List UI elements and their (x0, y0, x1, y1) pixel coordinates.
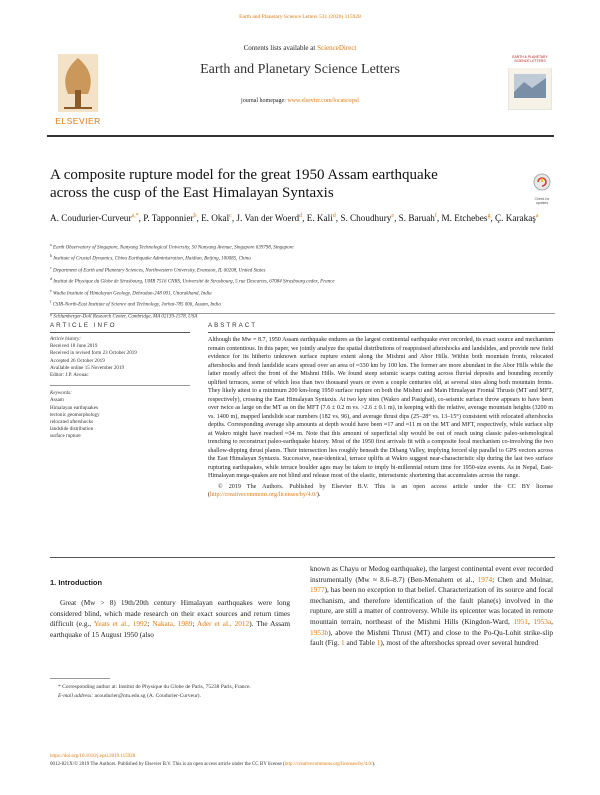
keyword: Assam (50, 397, 64, 404)
citation-link[interactable]: 1953b (310, 627, 329, 637)
sciencedirect-link[interactable]: ScienceDirect (317, 44, 357, 52)
elsevier-logo (50, 50, 106, 132)
elsevier-wordmark: ELSEVIER (55, 116, 101, 126)
author[interactable]: P. Tapponnier$^b$ (143, 213, 197, 224)
affiliation: Schlumberger-Doll Research Center, Cambridge, MA 02139-1578, USA (53, 314, 198, 320)
keyword: Himalayan earthquakes (50, 404, 98, 411)
affiliation: $^d$ Institut de Physique du Globe de Strasbourg, UMR 7516 CNRS, Université de Strasbourg, 5 rue Descartes, 67084 Strasbourg cedex, France (50, 276, 335, 286)
journal-title: Earth and Planetary Science Letters (200, 62, 400, 77)
citation-link[interactable]: Ader et al., 2012 (196, 619, 250, 629)
affiliation: $^a$ Earth Observatory of Singapore, Nanyang Technological University, 50 Nanyang Avenue, Singapore 639798, Singapore (50, 242, 294, 251)
author[interactable]: Ç. Karakaş$^a$ (495, 213, 539, 224)
footer-license: 0012-821X/© 2019 The Authors. Published by Elsevier B.V. This is an open access article under the CC BY license (http://creativecommons.org/licenses/by/4.0/). (50, 761, 376, 767)
affiliation: $^e$ Wadia Institute of Himalayan Geology, Dehradun-248 001, Uttarakhand, India (50, 287, 212, 297)
check-updates-label: Check for updates (534, 197, 550, 205)
cover-title: EARTH & PLANETARY SCIENCE LETTERS (512, 55, 548, 63)
affiliation: $^f$ CSIR-North-East Institute of Science and Technology, Jorhat-785 006, Assam, India (50, 299, 221, 308)
history-item: Received in revised form 23 October 2019 (50, 350, 137, 357)
doi-link[interactable]: https://doi.org/10.1016/j.epsl.2019.115928 (50, 754, 136, 759)
citation-link[interactable]: 1953a (533, 616, 552, 626)
journal-header (47, 40, 554, 135)
contents-prefix: Contents lists available at (243, 44, 318, 52)
abstract-heading: ABSTRACT (208, 322, 258, 329)
divider (50, 557, 555, 558)
article-info (50, 336, 190, 441)
abstract-text: Although the Mw = 8.7, 1950 Assam earthquake endures as the largest continental earthquake ever recorded, its exact source and mechanism remain contentious. In this paper, we jointly analyze the spatial distributions of reappraised aftershocks and landslides, and provide new field evidence for its hitherto unknown surface rupture extent along the Mishmi and Abor Hills. Within both mountain fronts, relocated aftershocks and fresh landslide scars spread over an area of ≈330 km by 100 km. The former are more abundant in the Abor Hills while the latter mostly affect the front of the Mishmi Hills. We found steep seismic scarps cutting across fluvial deposits and bounding recently uplifted terraces, some of which less than two thousand years or even a couple centuries old, at several sites along both mountain fronts. They likely attest to a minimum 200 km-long 1950 surface rupture on both the Mishmi and Main Himalayan Frontal Thrusts (MT and MFT, respectively), crossing the East Himalayan Syntaxis. At two key sites (Wakro and Pasighat), co-seismic surface throw appears to have been over twice as large on the MT as on the MFT (7.6 ± 0.2 m vs. >2.6 ± 0.1 m), in keeping with the relative, average mountain heights (3200 m vs. 1400 m), mapped landslide scar numbers (182 vs. 96), and average thrust dips (25–28° vs. 13–15°) consistent with relocated aftershocks depths. Corresponding average slip amounts at depth would have been ≈17 and ≈11 m on the MT and MFT, respectively, while surface slip at Wakro might have reached ≈34 m. Note that this amount of superficial slip would be out of reach using classic paleo-seismological trenching to reconstruct paleo-earthquake history. Most of the 1950 first arrivals fit with a composite focal mechanism co-involving the two shallow-dipping thrust planes. Their intersection lies roughly beneath the Dibang Valley, implying forced slip parallel to GPS vectors across the East Himalayan Syntaxis. Successive, near-identical, terrace uplifts at Wakro suggest near-characteristic slip during the last two surface rupturing earthquakes, while terrace boulder ages may be taken to imply bi-millennial return time for 1950-size events. As in Nepal, East-Himalayan mega-quakes are not blind and release most of the elastic, interseismic shortening that accumulates across the range. (208, 337, 553, 479)
citation-link[interactable]: 1977 (310, 585, 325, 595)
email-note: E-mail address: acoudurier@ntu.edu.sg (A. Coudurier-Curveur). (58, 692, 201, 699)
keywords-label: Keywords: (50, 390, 72, 397)
citation-link[interactable]: 1974 (477, 574, 493, 584)
author[interactable]: J. Van der Woerd$^d$ (236, 213, 303, 224)
footer-license-link[interactable]: http://creativecommons.org/licenses/by/4.0/ (284, 761, 373, 767)
header-rule (47, 135, 554, 137)
intro-column-2: known as Chayu or Medog earthquake), the largest continental event ever recorded instrumentally (Mw ≈ 8.6–8.7) (Ben-Menahem et al., 1974; Chen and Molnar, 1977), has been no exception to that belief. Characterization of its source and focal mechanism, and therefore identification of the fault plane(s) involved in the rupture, are still a matter of controversy. While its epicenter was located in remote mountain terrain, northeast of the Mishmi Hills (Kingdon-Ward, 1951, 1953a, 1953b), above the Mishmi Thrust (MT) and close to the Po-Qu-Lohit strike-slip fault (Fig. 1 and Table 1), most of the aftershocks spread over several hundred (310, 564, 553, 648)
journal-cover-thumbnail (508, 52, 552, 110)
author[interactable]: M. Etchebes$^g$ (441, 213, 491, 224)
divider (50, 385, 190, 386)
citation-link[interactable]: 1951 (513, 616, 528, 626)
history-label: Article history: (50, 336, 81, 342)
divider (50, 332, 190, 333)
history-item: Available online 15 November 2019 (50, 364, 125, 371)
author[interactable]: S. Choudhury$^e$ (340, 213, 395, 224)
check-for-updates-badge[interactable] (530, 172, 554, 205)
homepage-link[interactable]: www.elsevier.com/locate/epsl (287, 98, 359, 104)
author[interactable]: E. Okal$^c$ (201, 213, 232, 224)
history-item: Accepted 26 October 2019 (50, 357, 105, 364)
keyword: tectonic geomorphology (50, 411, 100, 418)
footnote (50, 684, 290, 700)
divider (50, 313, 555, 314)
keyword: landslide distribution (50, 426, 94, 433)
author-list: A. Coudurier-Curveur$^{a,*}$, P. Tapponnier$^b$, E. Okal$^c$, J. Van der Woerd$^d$, E. Kali$^d$, S. Choudhury$^e$, S. Baruah$^f$, M. Etchebes$^g$, Ç. Karakaş$^a$ (50, 213, 539, 224)
citation-link[interactable]: Yeats et al., 1992 (93, 619, 148, 629)
corresponding-author-note: * Corresponding author at: Institut de Physique du Globe de Paris, 75238 Paris, France. (58, 684, 251, 690)
abstract-body (208, 336, 553, 500)
keyword: surface rupture (50, 433, 81, 440)
author[interactable]: A. Coudurier-Curveur$^{a,*}$ (50, 213, 139, 224)
section-heading-introduction: 1. Introduction (50, 578, 103, 587)
affiliation: $^b$ Institute of Crustal Dynamics, China Earthquake Administration, Haidian, Beijing, 100085, China (50, 253, 251, 263)
abstract-license: © 2019 The Authors. Published by Elsevier B.V. This is an open access article under the CC BY license (http://creativecommons.org/licenses/by/4.0/). (208, 483, 553, 498)
email-link[interactable]: acoudurier@ntu.edu.sg (94, 692, 146, 699)
keyword: relocated aftershocks (50, 419, 94, 426)
journal-homepage (110, 98, 490, 104)
author[interactable]: E. Kali$^d$ (306, 213, 336, 224)
intro-column-1: Great (Mw > 8) 19th/20th century Himalayan earthquakes were long considered blind, which made research on their exact sources and return times difficult (e.g., Yeats et al., 1992; Nakata, 1989; Ader et al., 2012). The Assam earthquake of 15 August 1950 (also (50, 598, 291, 639)
citation-link[interactable]: Nakata, 1989 (152, 619, 193, 629)
table-link[interactable]: 1 (376, 638, 381, 648)
page-footer (50, 753, 555, 768)
journal-reference: Earth and Planetary Science Letters 531 (2020) 115928 (239, 14, 361, 20)
author[interactable]: S. Baruah$^f$ (398, 213, 437, 224)
article-title: A composite rupture model for the great 1950 Assam earthquake across the cusp of the East Himalayan Syntaxis (50, 167, 438, 201)
history-item: Editor: J.P. Avouac (50, 372, 89, 379)
homepage-prefix: journal homepage: (241, 98, 288, 104)
contents-line (110, 44, 490, 52)
history-item: Received 18 June 2019 (50, 343, 98, 350)
footnote-rule (50, 678, 110, 679)
figure-link[interactable]: 1 (341, 638, 345, 648)
affiliation: $^c$ Department of Earth and Planetary Sciences, Northwestern University, Evanston, IL 60208, United States (50, 264, 266, 274)
article-info-heading: ARTICLE INFO (50, 322, 117, 329)
affiliations (50, 241, 550, 321)
license-link[interactable]: http://creativecommons.org/licenses/by/4.0/ (210, 492, 317, 498)
check-updates-icon (530, 172, 554, 192)
divider (208, 332, 555, 333)
